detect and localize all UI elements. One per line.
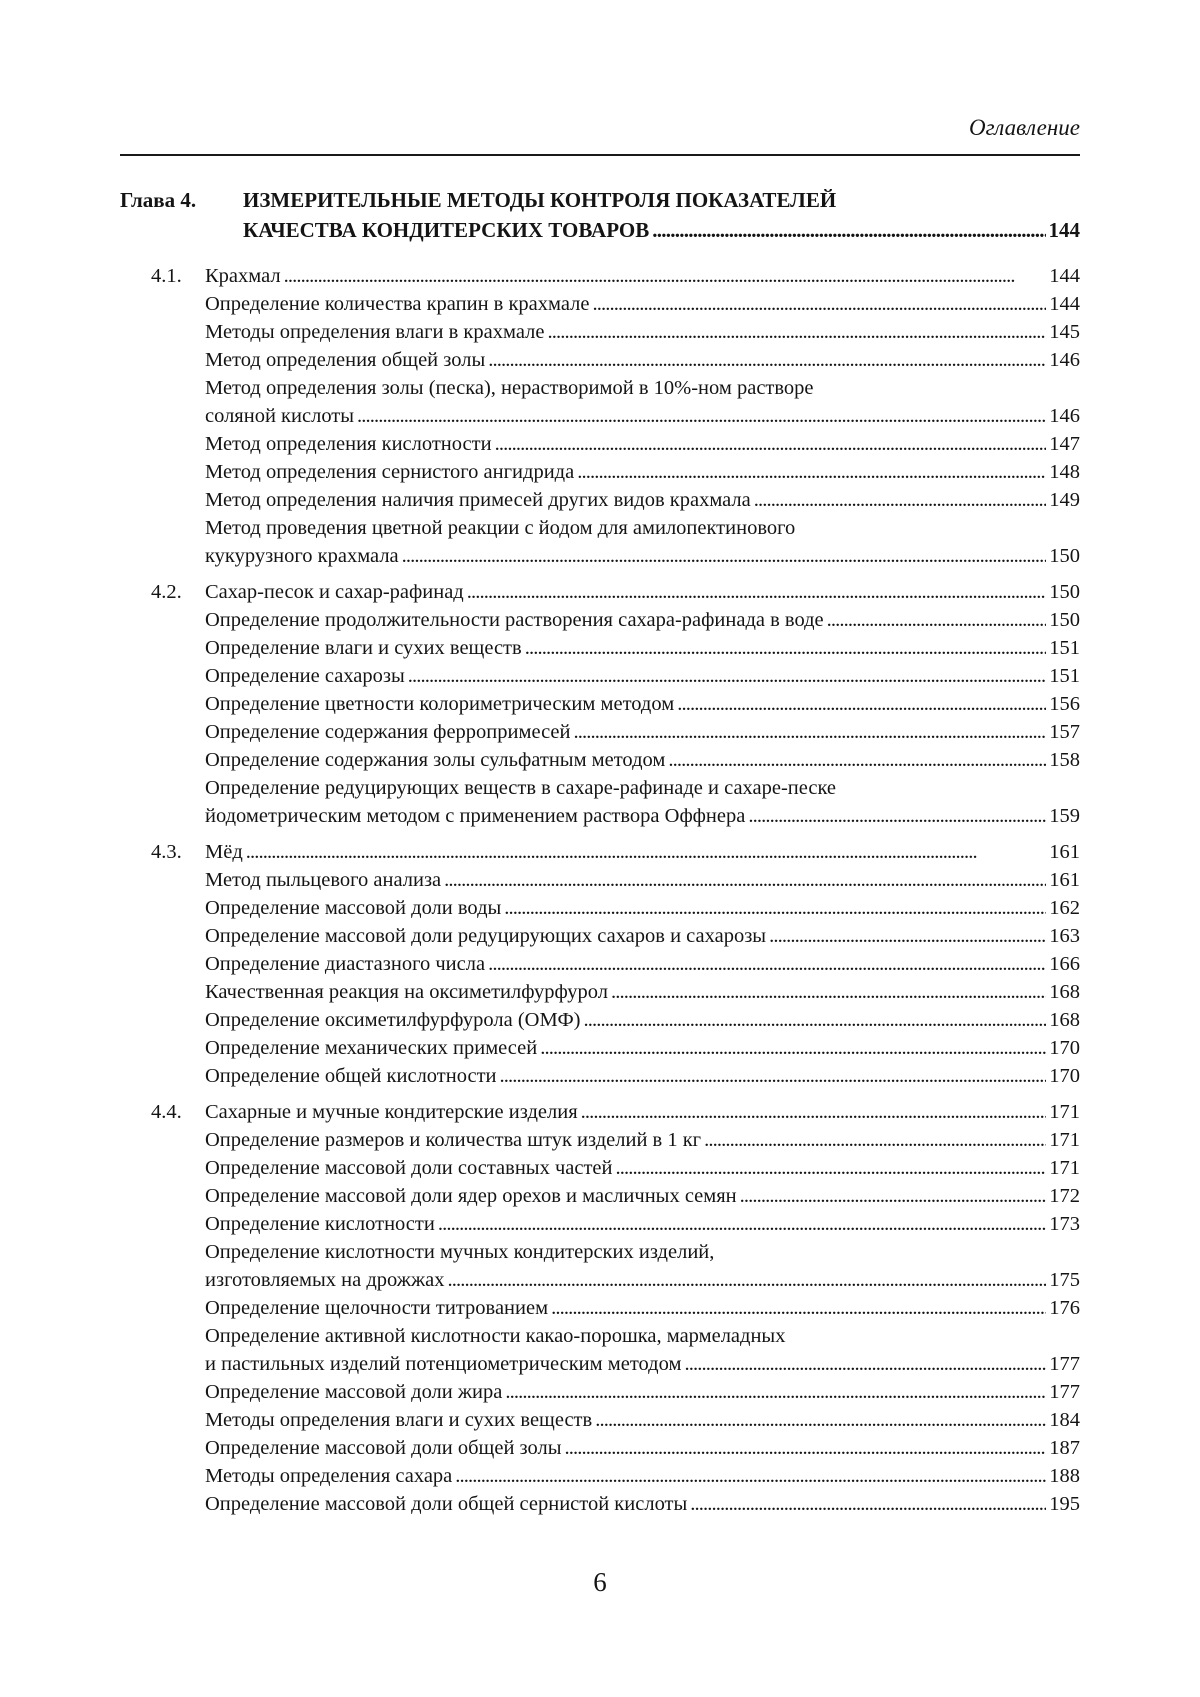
toc-line <box>205 486 1080 514</box>
toc-line <box>205 578 1080 606</box>
entry-page-number: 177 <box>1049 1381 1080 1403</box>
entry-page-number: 151 <box>1049 637 1080 659</box>
toc-entry <box>120 746 1080 774</box>
toc-entry <box>120 1434 1080 1462</box>
entry-text: Метод определения наличия примесей других видов крахмала <box>205 489 751 511</box>
dot-leader <box>246 838 1046 866</box>
toc-entry <box>120 1210 1080 1238</box>
dot-leader <box>455 1462 1046 1490</box>
dot-leader <box>408 662 1046 690</box>
entry-page-number: 176 <box>1049 1297 1080 1319</box>
dot-leader <box>668 746 1046 774</box>
entry-text: Метод определения кислотности <box>205 433 492 455</box>
toc-line <box>205 1294 1080 1322</box>
entry-page-number: 145 <box>1049 321 1080 343</box>
chapter-title-line: ИЗМЕРИТЕЛЬНЫЕ МЕТОДЫ КОНТРОЛЯ ПОКАЗАТЕЛЕЙ <box>243 188 837 212</box>
dot-leader <box>565 1434 1047 1462</box>
toc-line <box>205 662 1080 690</box>
toc-line <box>205 634 1080 662</box>
toc-line <box>205 774 1080 802</box>
toc-entry <box>120 514 1080 570</box>
entry-text: Метод определения золы (песка), нерастворимой в 10%-ном растворе <box>205 377 814 399</box>
entry-page-number: 146 <box>1049 349 1080 371</box>
entry-text: Методы определения влаги и сухих веществ <box>205 1409 593 1431</box>
toc-entry <box>120 290 1080 318</box>
entry-text: Определение содержания ферропримесей <box>205 721 571 743</box>
toc-entry <box>120 1182 1080 1210</box>
entry-text: Определение общей кислотности <box>205 1065 497 1087</box>
dot-leader <box>615 1154 1046 1182</box>
section-number: 4.4. <box>151 1101 182 1123</box>
chapter-label: Глава 4. <box>120 188 197 212</box>
toc-entry <box>120 634 1080 662</box>
toc-entry <box>120 718 1080 746</box>
entry-text: Определение сахарозы <box>205 665 405 687</box>
entry-page-number: 146 <box>1049 405 1080 427</box>
toc-line <box>205 1006 1080 1034</box>
section-title-row <box>120 1098 1080 1126</box>
entry-text: Определение массовой доли общей золы <box>205 1437 562 1459</box>
section-number: 4.1. <box>151 265 182 287</box>
toc-line <box>205 1098 1080 1126</box>
dot-leader <box>769 922 1046 950</box>
entry-text: Метод определения общей золы <box>205 349 486 371</box>
toc-line <box>205 718 1080 746</box>
dot-leader <box>690 1490 1046 1518</box>
table-of-contents <box>120 262 1080 1526</box>
section-page-number: 161 <box>1049 841 1080 863</box>
entry-text: Определение массовой доли редуцирующих сахаров и сахарозы <box>205 925 767 947</box>
toc-section <box>120 578 1080 830</box>
entry-page-number: 175 <box>1049 1269 1080 1291</box>
section-page-number: 171 <box>1049 1101 1080 1123</box>
entry-text: Методы определения сахара <box>205 1465 453 1487</box>
entry-page-number: 150 <box>1049 545 1080 567</box>
entry-page-number: 168 <box>1049 981 1080 1003</box>
entry-text: и пастильных изделий потенциометрическим методом <box>205 1353 682 1375</box>
toc-entry <box>120 430 1080 458</box>
dot-leader <box>547 318 1046 346</box>
toc-entry <box>120 1294 1080 1322</box>
toc-entry <box>120 1322 1080 1378</box>
toc-entry <box>120 1154 1080 1182</box>
entry-text: Определение кислотности мучных кондитерских изделий, <box>205 1241 715 1263</box>
toc-line <box>205 1378 1080 1406</box>
toc-line <box>205 606 1080 634</box>
toc-entry <box>120 1462 1080 1490</box>
section-page-number: 150 <box>1049 581 1080 603</box>
dot-leader <box>581 1098 1047 1126</box>
toc-line <box>205 262 1080 290</box>
toc-section <box>120 838 1080 1090</box>
section-number: 4.3. <box>151 841 182 863</box>
dot-leader <box>488 950 1046 978</box>
toc-line <box>205 950 1080 978</box>
dot-leader <box>652 215 1045 245</box>
section-number: 4.2. <box>151 581 182 603</box>
entry-page-number: 170 <box>1049 1065 1080 1087</box>
toc-entry <box>120 318 1080 346</box>
entry-page-number: 158 <box>1049 749 1080 771</box>
section-title-row <box>120 262 1080 290</box>
entry-text: Определение механических примесей <box>205 1037 538 1059</box>
toc-line <box>205 978 1080 1006</box>
toc-line <box>205 1154 1080 1182</box>
toc-entry <box>120 1062 1080 1090</box>
dot-leader <box>438 1210 1046 1238</box>
section-title: Крахмал <box>205 265 281 287</box>
toc-entry <box>120 346 1080 374</box>
toc-line <box>205 1322 1080 1350</box>
toc-line <box>205 690 1080 718</box>
entry-page-number: 173 <box>1049 1213 1080 1235</box>
entry-page-number: 148 <box>1049 461 1080 483</box>
toc-line <box>205 1034 1080 1062</box>
entry-text: Метод определения сернистого ангидрида <box>205 461 575 483</box>
entry-page-number: 147 <box>1049 433 1080 455</box>
toc-line <box>205 1350 1080 1378</box>
toc-line <box>205 922 1080 950</box>
entry-page-number: 166 <box>1049 953 1080 975</box>
entry-page-number: 187 <box>1049 1437 1080 1459</box>
dot-leader <box>284 262 1047 290</box>
toc-entry <box>120 662 1080 690</box>
dot-leader <box>488 346 1046 374</box>
entry-text: Определение количества крапин в крахмале <box>205 293 590 315</box>
chapter-page-number: 144 <box>1048 218 1080 242</box>
toc-entry <box>120 1006 1080 1034</box>
entry-page-number: 149 <box>1049 489 1080 511</box>
entry-page-number: 159 <box>1049 805 1080 827</box>
entry-page-number: 156 <box>1049 693 1080 715</box>
entry-page-number: 151 <box>1049 665 1080 687</box>
toc-entry <box>120 1238 1080 1294</box>
toc-line <box>205 514 1080 542</box>
entry-page-number: 161 <box>1049 869 1080 891</box>
toc-line <box>205 1266 1080 1294</box>
toc-line <box>205 458 1080 486</box>
dot-leader <box>551 1294 1046 1322</box>
dot-leader <box>684 1350 1046 1378</box>
running-header: Оглавление <box>968 115 1080 140</box>
toc-entry <box>120 1126 1080 1154</box>
entry-text: Определение редуцирующих веществ в сахаре-рафинаде и сахаре-песке <box>205 777 837 799</box>
section-title-row <box>120 578 1080 606</box>
toc-entry <box>120 866 1080 894</box>
dot-leader <box>754 486 1046 514</box>
toc-line <box>205 542 1080 570</box>
toc-line <box>205 290 1080 318</box>
entry-text: йодометрическим методом с применением раствора Оффнера <box>205 805 746 827</box>
entry-text: Определение массовой доли ядер орехов и масличных семян <box>205 1185 737 1207</box>
dot-leader <box>611 978 1046 1006</box>
toc-line <box>205 402 1080 430</box>
toc-line <box>205 1462 1080 1490</box>
toc-line <box>205 1490 1080 1518</box>
entry-text: Определение массовой доли воды <box>205 897 502 919</box>
dot-leader <box>704 1126 1046 1154</box>
chapter-title-last-line <box>243 215 1080 245</box>
entry-page-number: 170 <box>1049 1037 1080 1059</box>
toc-entry <box>120 486 1080 514</box>
dot-leader <box>500 1062 1047 1090</box>
section-title: Сахарные и мучные кондитерские изделия <box>205 1101 578 1123</box>
entry-text: кукурузного крахмала <box>205 545 399 567</box>
toc-entry <box>120 978 1080 1006</box>
toc-line <box>205 318 1080 346</box>
entry-text: Качественная реакция на оксиметилфурфурол <box>205 981 609 1003</box>
entry-text: Определение влаги и сухих веществ <box>205 637 522 659</box>
entry-text: Определение активной кислотности какао-порошка, мармеладных <box>205 1325 786 1347</box>
entry-page-number: 177 <box>1049 1353 1080 1375</box>
entry-page-number: 172 <box>1049 1185 1080 1207</box>
dot-leader <box>495 430 1047 458</box>
toc-line <box>205 346 1080 374</box>
dot-leader <box>444 866 1046 894</box>
toc-line <box>205 1126 1080 1154</box>
dot-leader <box>402 542 1047 570</box>
entry-text: Определение массовой доли составных частей <box>205 1157 613 1179</box>
toc-line <box>205 746 1080 774</box>
toc-line <box>205 866 1080 894</box>
toc-line <box>205 374 1080 402</box>
entry-text: соляной кислоты <box>205 405 355 427</box>
entry-text: Определение щелочности титрованием <box>205 1297 549 1319</box>
entry-page-number: 184 <box>1049 1409 1080 1431</box>
section-page-number: 144 <box>1049 265 1080 287</box>
dot-leader <box>467 578 1047 606</box>
dot-leader <box>540 1034 1046 1062</box>
entry-text: изготовляемых на дрожжах <box>205 1269 445 1291</box>
entry-text: Определение размеров и количества штук изделий в 1 кг <box>205 1129 702 1151</box>
toc-entry <box>120 606 1080 634</box>
toc-section <box>120 1098 1080 1518</box>
section-title-row <box>120 838 1080 866</box>
toc-entry <box>120 458 1080 486</box>
dot-leader <box>577 458 1046 486</box>
section-title: Мёд <box>205 841 243 863</box>
dot-leader <box>677 690 1046 718</box>
toc-entry <box>120 894 1080 922</box>
entry-page-number: 168 <box>1049 1009 1080 1031</box>
entry-page-number: 195 <box>1049 1493 1080 1515</box>
toc-entry <box>120 774 1080 830</box>
toc-line <box>205 894 1080 922</box>
toc-line <box>205 1406 1080 1434</box>
dot-leader <box>740 1182 1047 1210</box>
toc-entry <box>120 1034 1080 1062</box>
dot-leader <box>505 1378 1046 1406</box>
dot-leader <box>574 718 1047 746</box>
header-rule <box>120 154 1080 156</box>
dot-leader <box>748 802 1046 830</box>
entry-page-number: 171 <box>1049 1129 1080 1151</box>
entry-page-number: 162 <box>1049 897 1080 919</box>
chapter-title-line: КАЧЕСТВА КОНДИТЕРСКИХ ТОВАРОВ <box>243 218 650 242</box>
toc-line <box>205 838 1080 866</box>
toc-line <box>205 1062 1080 1090</box>
dot-leader <box>592 290 1046 318</box>
toc-line <box>205 1182 1080 1210</box>
entry-page-number: 188 <box>1049 1465 1080 1487</box>
toc-entry <box>120 374 1080 430</box>
toc-entry <box>120 690 1080 718</box>
entry-text: Определение массовой доли общей сернистой кислоты <box>205 1493 688 1515</box>
dot-leader <box>827 606 1047 634</box>
toc-line <box>205 1434 1080 1462</box>
toc-entry <box>120 922 1080 950</box>
toc-line <box>205 1238 1080 1266</box>
entry-page-number: 150 <box>1049 609 1080 631</box>
entry-text: Определение оксиметилфурфурола (ОМФ) <box>205 1009 581 1031</box>
dot-leader <box>525 634 1047 662</box>
toc-section <box>120 262 1080 570</box>
entry-text: Определение массовой доли жира <box>205 1381 503 1403</box>
toc-entry <box>120 1378 1080 1406</box>
toc-line <box>205 430 1080 458</box>
entry-page-number: 163 <box>1049 925 1080 947</box>
dot-leader <box>447 1266 1046 1294</box>
entry-text: Метод проведения цветной реакции с йодом для амилопектинового <box>205 517 796 539</box>
entry-text: Определение продолжительности растворения сахара-рафинада в воде <box>205 609 824 631</box>
entry-page-number: 171 <box>1049 1157 1080 1179</box>
dot-leader <box>357 402 1046 430</box>
entry-text: Методы определения влаги в крахмале <box>205 321 545 343</box>
toc-entry <box>120 1490 1080 1518</box>
page-number: 6 <box>593 1567 607 1597</box>
entry-page-number: 144 <box>1049 293 1080 315</box>
dot-leader <box>583 1006 1046 1034</box>
entry-text: Метод пыльцевого анализа <box>205 869 442 891</box>
entry-text: Определение содержания золы сульфатным методом <box>205 749 666 771</box>
entry-page-number: 157 <box>1049 721 1080 743</box>
toc-line <box>205 1210 1080 1238</box>
entry-text: Определение кислотности <box>205 1213 435 1235</box>
dot-leader <box>595 1406 1046 1434</box>
toc-line <box>205 802 1080 830</box>
dot-leader <box>504 894 1046 922</box>
section-title: Сахар-песок и сахар-рафинад <box>205 581 464 603</box>
toc-entry <box>120 1406 1080 1434</box>
toc-entry <box>120 950 1080 978</box>
entry-text: Определение цветности колориметрическим методом <box>205 693 675 715</box>
entry-text: Определение диастазного числа <box>205 953 486 975</box>
